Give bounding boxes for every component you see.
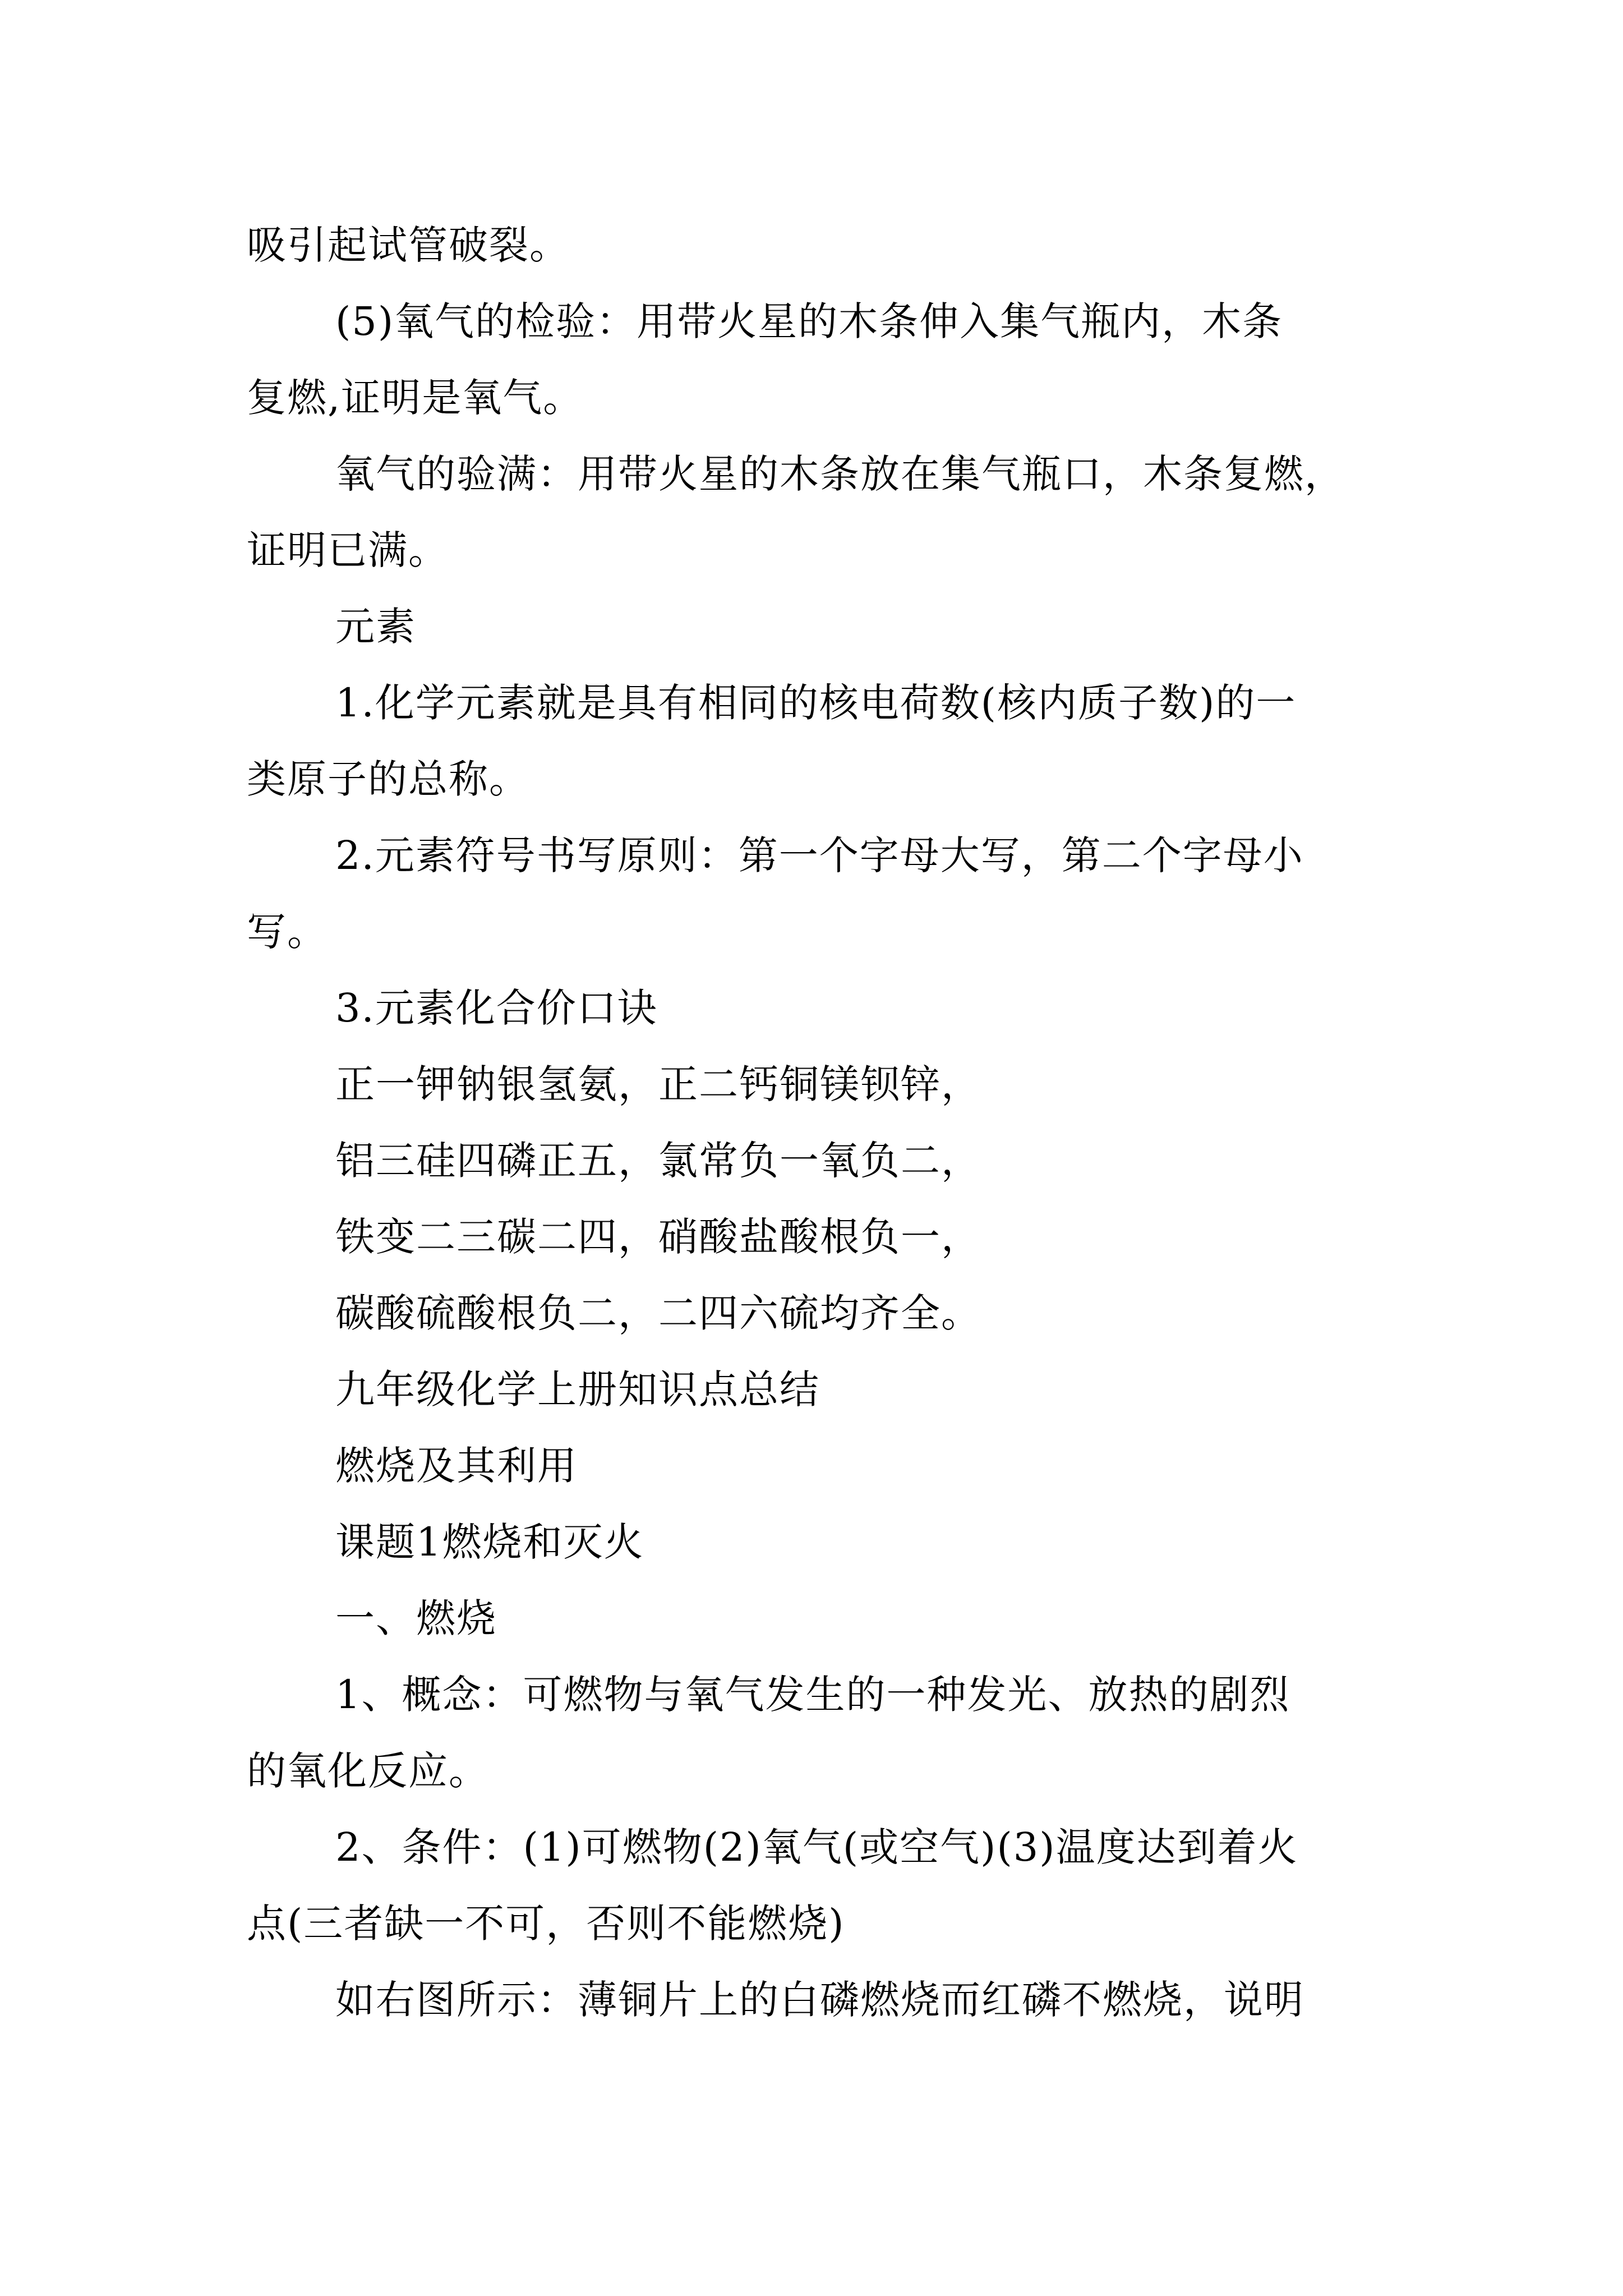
text-line: 的氧化反应。 bbox=[247, 1748, 489, 1794]
text-line: 2、条件：(1)可燃物(2)氧气(或空气)(3)温度达到着火 bbox=[335, 1824, 1298, 1870]
section-heading: 燃烧及其利用 bbox=[335, 1443, 578, 1489]
verse-line: 正一钾钠银氢氨，正二钙铜镁钡锌， bbox=[335, 1061, 981, 1107]
text-line: 如右图所示：薄铜片上的白磷燃烧而红磷不燃烧，说明 bbox=[335, 1977, 1304, 2023]
text-line: 1、概念：可燃物与氧气发生的一种发光、放热的剧烈 bbox=[335, 1672, 1290, 1718]
section-heading: 九年级化学上册知识点总结 bbox=[335, 1366, 820, 1412]
text-line: 点(三者缺一不可，否则不能燃烧) bbox=[247, 1901, 845, 1947]
verse-line: 铝三硅四磷正五，氯常负一氧负二， bbox=[335, 1138, 981, 1184]
text-line: 2.元素符号书写原则：第一个字母大写，第二个字母小 bbox=[335, 832, 1304, 878]
verse-line: 碳酸硫酸根负二，二四六硫均齐全。 bbox=[335, 1290, 981, 1336]
text-line: 吸引起试管破裂。 bbox=[247, 222, 570, 268]
text-line: 写。 bbox=[247, 909, 328, 955]
text-line: 1.化学元素就是具有相同的核电荷数(核内质子数)的一 bbox=[335, 680, 1297, 726]
verse-line: 铁变二三碳二四，硝酸盐酸根负一， bbox=[335, 1214, 981, 1260]
section-heading: 一、燃烧 bbox=[335, 1595, 497, 1641]
text-line: 3.元素化合价口诀 bbox=[335, 985, 658, 1031]
text-line: 氧气的验满：用带火星的木条放在集气瓶口，木条复燃， bbox=[335, 451, 1345, 497]
text-line: (5)氧气的检验：用带火星的木条伸入集气瓶内，木条 bbox=[335, 298, 1283, 344]
section-heading: 元素 bbox=[335, 604, 416, 650]
text-line: 证明已满。 bbox=[247, 527, 449, 573]
section-heading: 课题1燃烧和灭火 bbox=[335, 1519, 644, 1565]
text-line: 类原子的总称。 bbox=[247, 756, 529, 802]
text-line: 复燃,证明是氧气。 bbox=[247, 375, 584, 421]
